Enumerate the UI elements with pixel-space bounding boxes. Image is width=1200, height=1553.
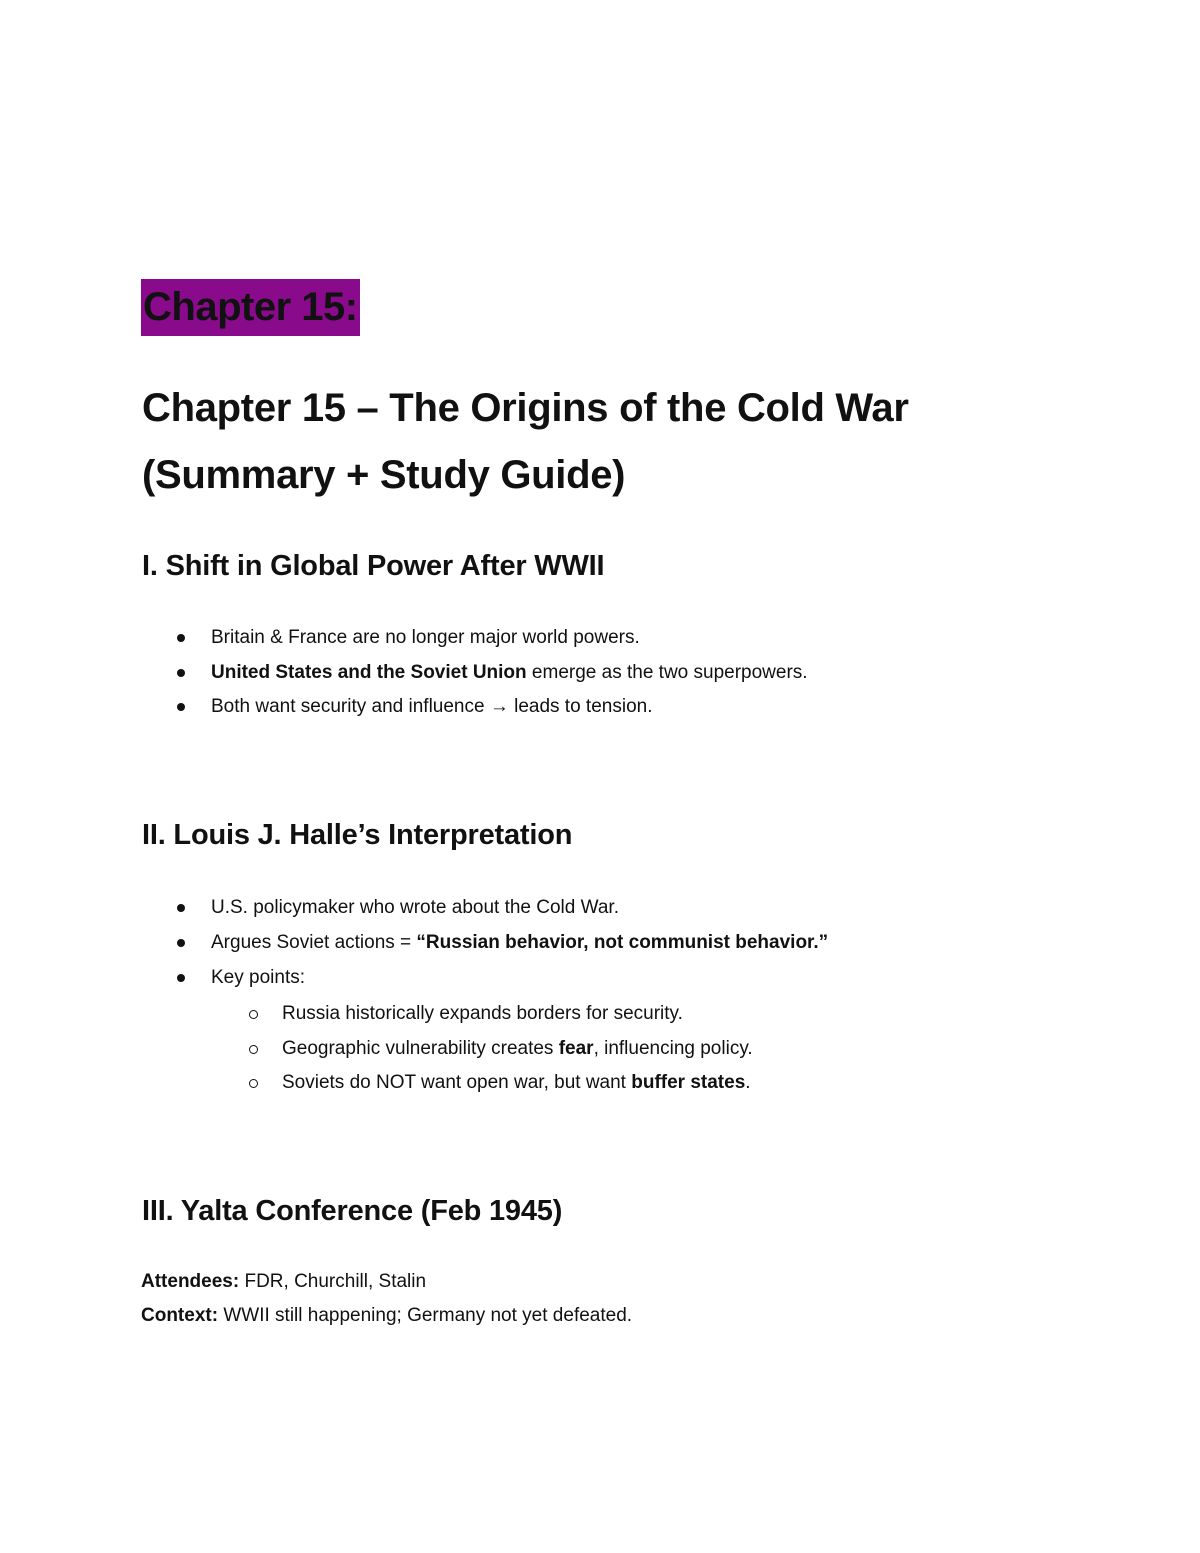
section-2-heading: II. Louis J. Halle’s Interpretation <box>142 819 573 851</box>
section-2-bullet-3: Key points: <box>211 967 305 988</box>
bullet-text: Argues Soviet actions = <box>211 932 417 953</box>
bold-text: United States and the Soviet Union <box>211 662 527 683</box>
bullet-icon <box>177 939 185 947</box>
sub-bullet-icon <box>249 1010 258 1019</box>
bullet-icon <box>177 904 185 912</box>
section-3-heading: III. Yalta Conference (Feb 1945) <box>142 1195 563 1227</box>
context-value: WWII still happening; Germany not yet defeated. <box>218 1305 633 1326</box>
section-1-heading: I. Shift in Global Power After WWII <box>142 550 605 582</box>
title-line-2: (Summary + Study Guide) <box>142 453 626 497</box>
section-2-sub-bullet-3 <box>282 1070 751 1096</box>
bullet-icon <box>177 669 185 677</box>
context-label: Context: <box>141 1305 219 1326</box>
section-1-bullet-3: Both want security and influence → leads to tension. <box>211 696 653 717</box>
section-2-bullet-1: U.S. policymaker who wrote about the Cold War. <box>211 897 619 918</box>
context-line <box>141 1303 632 1329</box>
sub-bullet-icon <box>249 1045 258 1054</box>
section-2-sub-bullet-2 <box>282 1036 753 1062</box>
bold-text: fear <box>558 1038 594 1059</box>
bullet-icon <box>177 974 185 982</box>
attendees-line <box>141 1269 426 1295</box>
section-1-bullet-2 <box>211 660 808 686</box>
attendees-value: FDR, Churchill, Stalin <box>239 1271 427 1292</box>
title-line-1: Chapter 15 – The Origins of the Cold War <box>142 386 909 430</box>
bullet-text: emerge as the two superpowers. <box>526 662 808 683</box>
sub-bullet-icon <box>249 1079 258 1088</box>
section-2-sub-bullet-1: Russia historically expands borders for security. <box>282 1003 683 1024</box>
chapter-label: Chapter 15: <box>141 279 360 336</box>
bullet-icon <box>177 634 185 642</box>
section-1-bullet-1: Britain & France are no longer major world powers. <box>211 627 640 648</box>
bullet-text: , influencing policy. <box>593 1038 753 1059</box>
bold-quote: “Russian behavior, not communist behavior.” <box>416 932 829 953</box>
document-title <box>142 375 1142 509</box>
section-2-bullet-2 <box>211 930 828 956</box>
bullet-icon <box>177 703 185 711</box>
bold-text: buffer states <box>631 1072 746 1093</box>
bullet-text: . <box>745 1072 751 1093</box>
attendees-label: Attendees: <box>141 1271 240 1292</box>
bullet-text: Soviets do NOT want open war, but want <box>282 1072 632 1093</box>
bullet-text: Geographic vulnerability creates <box>282 1038 559 1059</box>
